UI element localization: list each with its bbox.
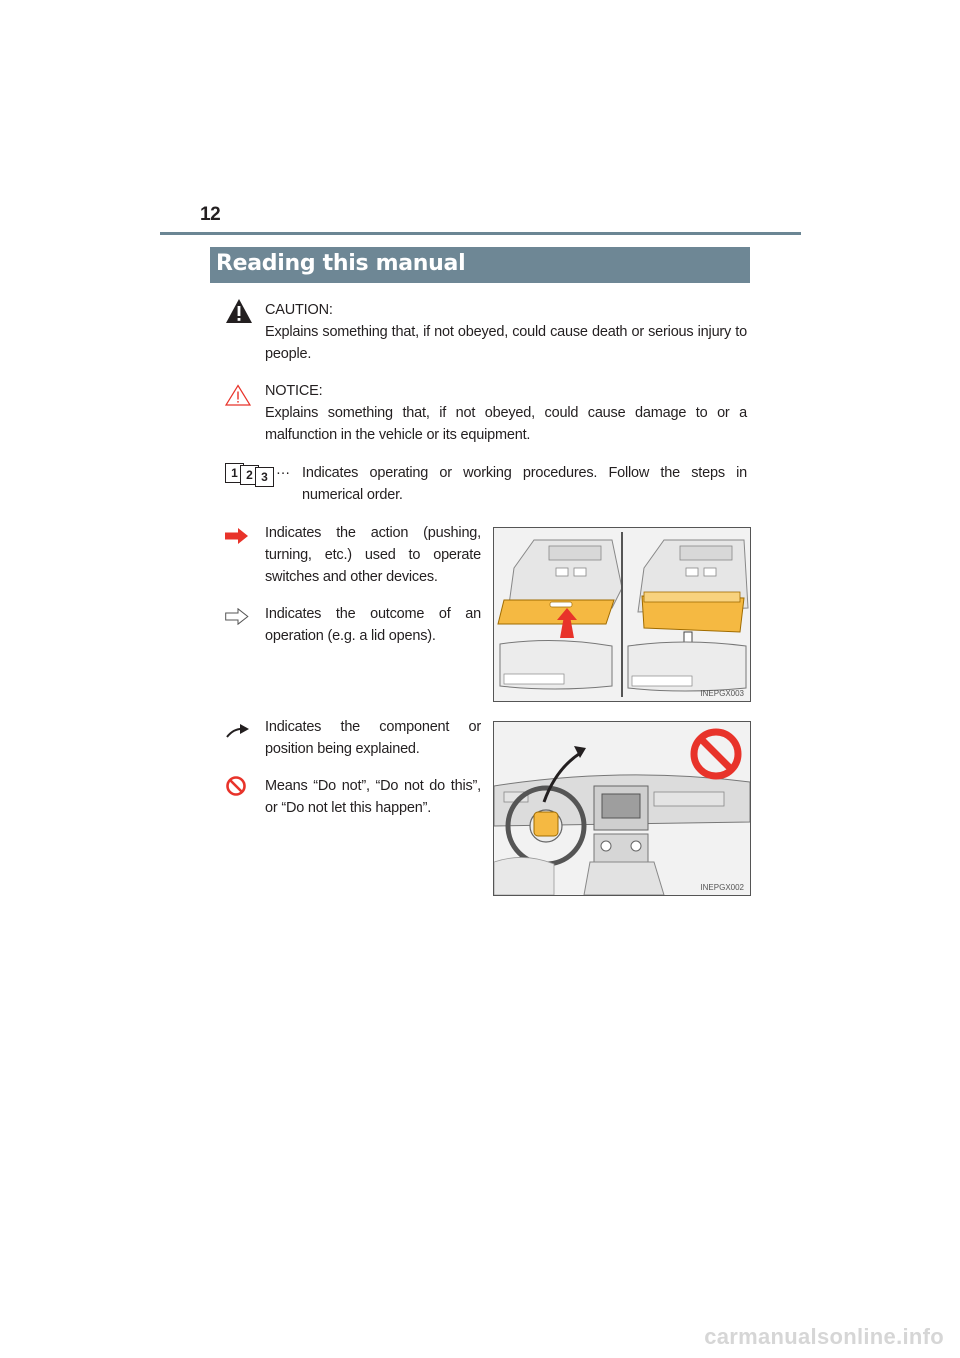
figure-overhead-console (493, 527, 751, 702)
step-badge-2: 2 (240, 465, 259, 485)
page-number: 12 (200, 204, 221, 225)
outcome-text: Indicates the outcome of an operation (e.g. a lid opens). (265, 606, 481, 644)
pointer-arrow-icon (226, 724, 250, 738)
notice-heading: NOTICE: (265, 383, 323, 399)
caution-heading: CAUTION: (265, 302, 333, 318)
top-rule (160, 232, 801, 235)
footer-url: carmanualsonline.info (704, 1324, 944, 1349)
overhead-console-illustration (494, 528, 750, 701)
step-badge-1: 1 (225, 463, 244, 483)
step-badge-3: 3 (255, 467, 274, 487)
red-arrow-icon (225, 528, 249, 544)
section-header (210, 247, 750, 283)
component-text: Indicates the component or position being explained. (265, 719, 481, 757)
prohibition-icon (225, 775, 247, 797)
prohibit-text: Means “Do not”, “Do not do this”, or “Do not let this happen”. (265, 778, 481, 816)
figure-code: INEPGX003 (700, 689, 744, 698)
figure-code: INEPGX002 (700, 883, 744, 892)
figure-dashboard (493, 721, 751, 896)
steps-text: Indicates operating or working procedures. Follow the steps in numerical order. (302, 465, 747, 503)
dashboard-illustration (494, 722, 750, 895)
warning-triangle-outline-icon (225, 384, 251, 406)
step-dots: ··· (276, 465, 290, 481)
step-badges (225, 463, 277, 487)
caution-text: Explains something that, if not obeyed, could cause death or serious injury to people. (265, 324, 747, 362)
section-title: Reading this manual (216, 251, 466, 276)
notice-text: Explains something that, if not obeyed, could cause damage to or a malfunction in the vehicle or its equipment. (265, 405, 747, 443)
warning-triangle-filled-icon (225, 298, 253, 324)
action-text: Indicates the action (pushing, turning, etc.) used to operate switches and other devices. (265, 525, 481, 585)
outline-arrow-icon (225, 608, 249, 625)
